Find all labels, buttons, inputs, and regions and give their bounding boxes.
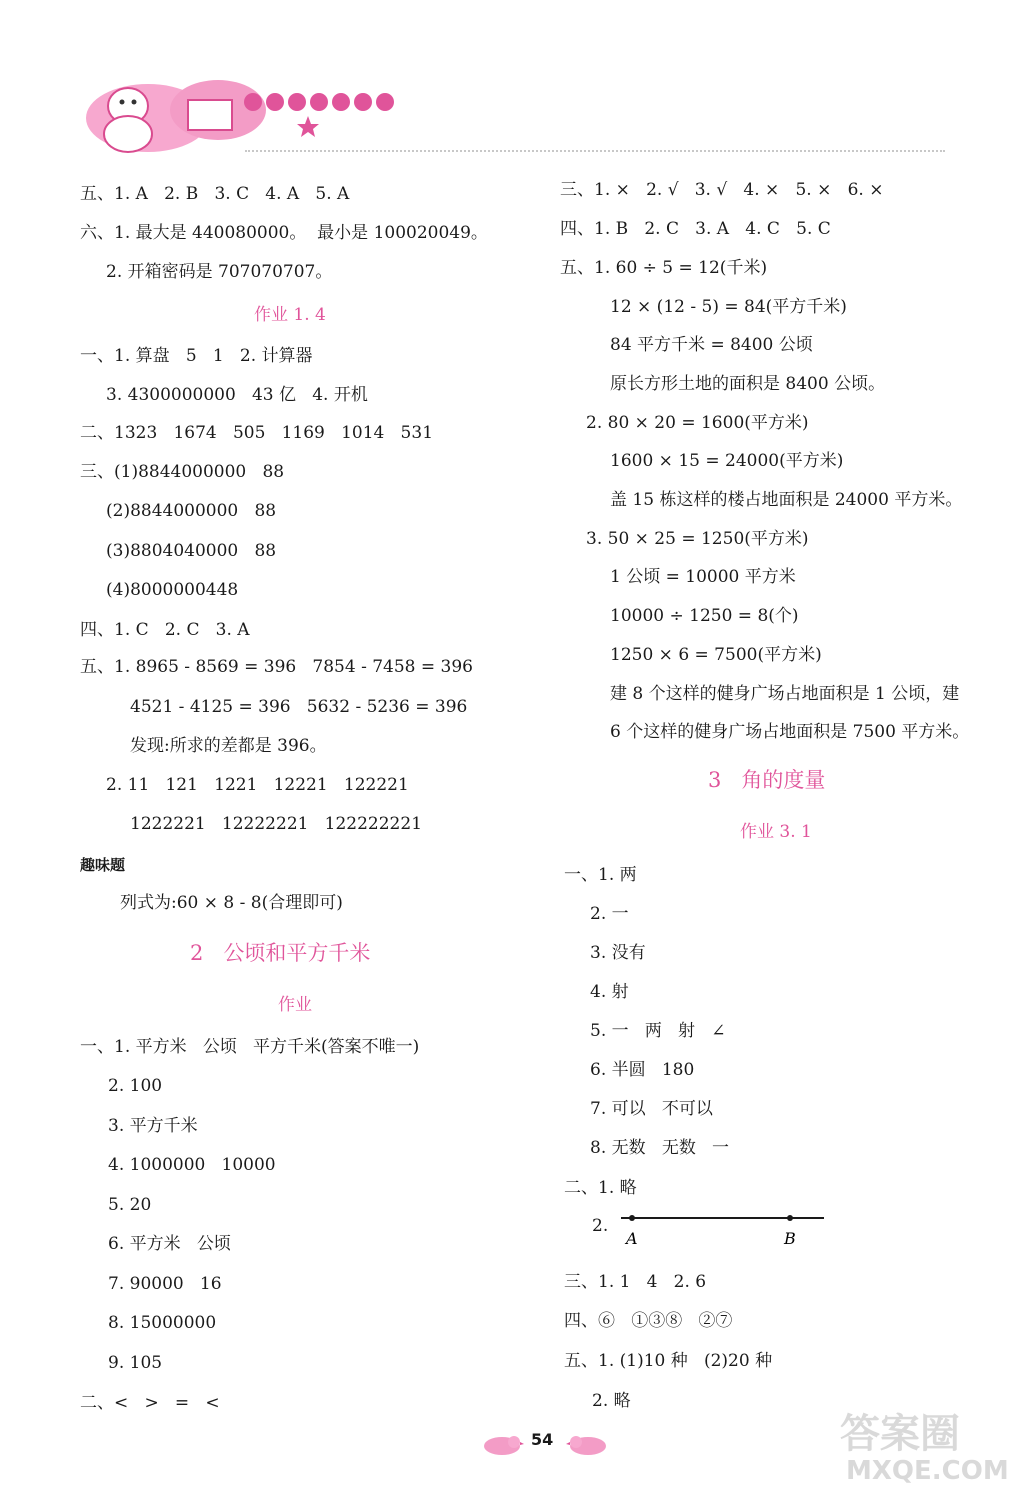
answer-line: 3. 没有 xyxy=(590,943,646,963)
answer-line: 10000 ÷ 1250 = 8(个) xyxy=(610,606,799,626)
answer-line: 4. 射 xyxy=(590,982,629,1002)
answer-line: 二、1. 略 xyxy=(564,1178,637,1198)
answer-line: 三、(1)8844000000 88 xyxy=(80,462,285,482)
answer-line: 四、⑥ ①③⑧ ②⑦ xyxy=(564,1311,733,1331)
answer-line: 五、1. A 2. B 3. C 4. A 5. A xyxy=(80,184,350,204)
answer-line: 一、1. 平方米 公顷 平方千米(答案不唯一) xyxy=(80,1037,420,1057)
answer-line: 2. 80 × 20 = 1600(平方米) xyxy=(586,413,809,433)
watermark xyxy=(780,1330,1024,1501)
answer-line: 一、1. 两 xyxy=(564,865,637,885)
answer-line: 原长方形土地的面积是 8400 公顷。 xyxy=(610,374,886,394)
answer-line: 2. 一 xyxy=(590,904,629,924)
answer-line: 6 个这样的健身广场占地面积是 7500 平方米。 xyxy=(610,722,970,742)
answer-line: 1250 × 6 = 7500(平方米) xyxy=(610,645,822,665)
answer-line: 6. 平方米 公顷 xyxy=(108,1234,231,1254)
answer-line: 6. 半圆 180 xyxy=(590,1060,695,1080)
answer-line: (3)8804040000 88 xyxy=(106,541,277,561)
answer-line: 7. 可以 不可以 xyxy=(590,1099,713,1119)
homework-heading: 作业 3. 1 xyxy=(740,822,812,842)
answer-line: 2. xyxy=(592,1216,609,1236)
answer-line: 1 公顷 = 10000 平方米 xyxy=(610,567,796,587)
answer-line: 8. 15000000 xyxy=(108,1313,217,1333)
answer-line: 2. 11 121 1221 12221 122221 xyxy=(106,775,409,795)
answer-line: 2. 略 xyxy=(592,1391,631,1411)
homework-heading: 作业 xyxy=(278,995,312,1015)
answer-line: 四、1. B 2. C 3. A 4. C 5. C xyxy=(560,219,831,239)
answer-line: 六、1. 最大是 440080000。 最小是 100020049。 xyxy=(80,223,488,243)
page-number: 54 xyxy=(531,1430,554,1449)
answer-line: 4521 - 4125 = 396 5632 - 5236 = 396 xyxy=(130,697,468,717)
answer-line: 三、1. 1 4 2. 6 xyxy=(564,1272,707,1292)
answer-line: 一、1. 算盘 5 1 2. 计算器 xyxy=(80,346,313,366)
section-title: 2 公顷和平方千米 xyxy=(190,941,371,965)
header-divider xyxy=(245,150,945,152)
header-decoration xyxy=(78,66,418,158)
answer-line: 3. 50 × 25 = 1250(平方米) xyxy=(586,529,809,549)
point-b-label: B xyxy=(784,1229,796,1248)
answer-line: 2. 100 xyxy=(108,1076,163,1096)
answer-line: 3. 4300000000 43 亿 4. 开机 xyxy=(106,385,368,405)
section-title: 3 角的度量 xyxy=(708,768,826,792)
answer-line: 发现:所求的差都是 396。 xyxy=(130,736,327,756)
answer-line: 3. 平方千米 xyxy=(108,1116,198,1136)
bird-right-icon xyxy=(566,1432,612,1456)
answer-line: 4. 1000000 10000 xyxy=(108,1155,276,1175)
answer-line: 列式为:60 × 8 - 8(合理即可) xyxy=(120,893,343,913)
answer-line: 五、1. (1)10 种 (2)20 种 xyxy=(564,1351,773,1371)
point-a-label: A xyxy=(626,1229,638,1248)
answer-line: (2)8844000000 88 xyxy=(106,501,277,521)
answer-line: 二、1323 1674 505 1169 1014 531 xyxy=(80,423,434,443)
answer-line: 五、1. 8965 - 8569 = 396 7854 - 7458 = 396 xyxy=(80,657,473,677)
homework-heading: 作业 1. 4 xyxy=(254,305,326,325)
answer-line: (4)8000000448 xyxy=(106,580,239,600)
answer-line: 三、1. × 2. √ 3. √ 4. × 5. × 6. × xyxy=(560,180,884,200)
answer-line: 1222221 12222221 122222221 xyxy=(130,814,423,834)
answer-line: 2. 开箱密码是 707070707。 xyxy=(106,262,333,282)
answer-line: 5. 20 xyxy=(108,1195,152,1215)
answer-line: 盖 15 栋这样的楼占地面积是 24000 平方米。 xyxy=(610,490,963,510)
watermark-logo-text: 答案圈 xyxy=(840,1411,960,1457)
answer-line: 建 8 个这样的健身广场占地面积是 1 公顷，建 xyxy=(610,684,960,704)
answer-line: 84 平方千米 = 8400 公顷 xyxy=(610,335,813,355)
line-segment-figure xyxy=(618,1208,828,1248)
answer-line: 9. 105 xyxy=(108,1353,163,1373)
answer-line: 1600 × 15 = 24000(平方米) xyxy=(610,451,844,471)
answer-line: 7. 90000 16 xyxy=(108,1274,222,1294)
answer-line: 四、1. C 2. C 3. A xyxy=(80,620,250,640)
answer-line: 二、< > = < xyxy=(80,1393,220,1413)
bird-left-icon xyxy=(478,1432,524,1456)
answer-line: 8. 无数 无数 一 xyxy=(590,1138,730,1158)
fun-question-heading: 趣味题 xyxy=(80,856,126,874)
answer-line: 5. 一 两 射 ∠ xyxy=(590,1021,726,1041)
answer-line: 五、1. 60 ÷ 5 = 12(千米) xyxy=(560,258,768,278)
answer-line: 12 × (12 - 5) = 84(平方千米) xyxy=(610,297,847,317)
watermark-url: MXQE.COM xyxy=(846,1456,1009,1486)
